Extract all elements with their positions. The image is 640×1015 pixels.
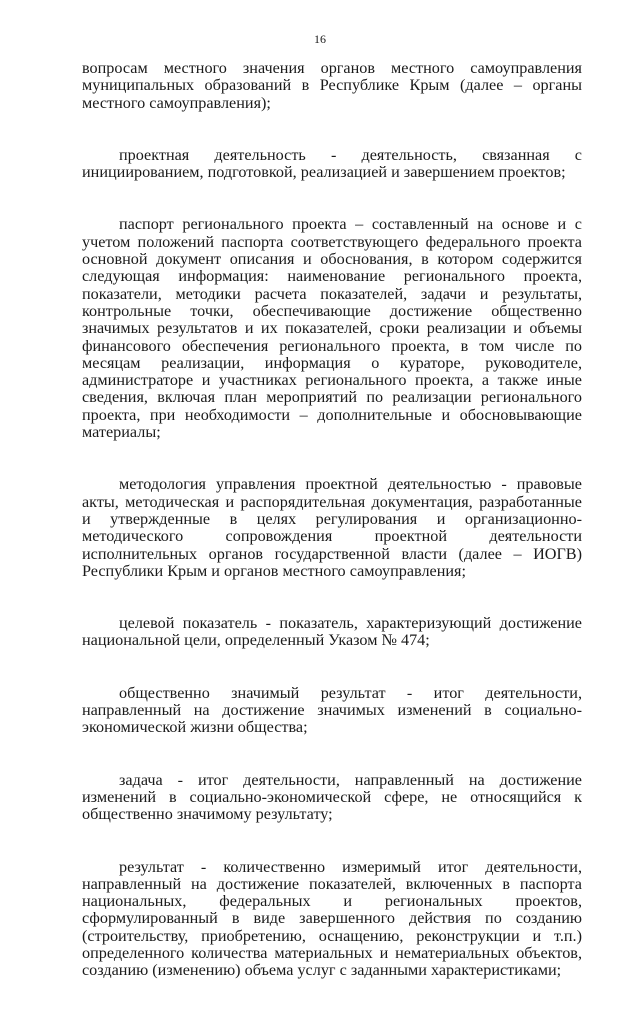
- paragraph-project-activity: проектная деятельность - деятельность, связанная с инициированием, подготовкой, реализацией и завершением проектов;: [82, 145, 582, 182]
- paragraph-methodology: методология управления проектной деятельностью - правовые акты, методическая и распорядительная документация, разработанные и утвержденные в целях регулирования и организационно-методического сопровождения проектной деятельности исполнительных органов государственной власти (далее – ИОГВ) Республики Крым и органов местного самоуправления;: [82, 475, 582, 580]
- page-number: 16: [314, 32, 326, 46]
- paragraph-result: результат - количественно измеримый итог деятельности, направленный на достижение показателей, включенных в паспорта национальных, федеральных и региональных проектов, сформулированный в виде завершенного действия по созданию (строительству, приобретению, оснащению, реконструкции и т.п.) определенного количества материальных и нематериальных объектов, созданию (изменению) объема услуг с заданными характеристиками;: [82, 857, 582, 980]
- paragraph-regional-project-passport: паспорт регионального проекта – составленный на основе и с учетом положений паспорта соответствующего федерального проекта основной документ описания и обоснования, в котором содержится следующая информация: наименование регионального проекта, показатели, методики расчета показателей, задачи и результаты, контрольные точки, обеспечивающие достижение общественно значимых результатов и их показателей, сроки реализации и объемы финансового обеспечения регионального проекта, в том числе по месяцам реализации, информация о кураторе, руководителе, администраторе и участниках регионального проекта, а также иные сведения, включая план мероприятий по реализации регионального проекта, при необходимости – дополнительные и обосновывающие материалы;: [82, 215, 582, 442]
- document-body: [82, 60, 582, 1015]
- paragraph-task: задача - итог деятельности, направленный на достижение изменений в социально-экономической сфере, не относящийся к общественно значимому результату;: [82, 770, 582, 824]
- paragraph-target-indicator: целевой показатель - показатель, характеризующий достижение национальной цели, определенный Указом № 474;: [82, 614, 582, 650]
- paragraph-socially-significant-result: общественно значимый результат - итог деятельности, направленный на достижение значимых изменений в социально-экономической жизни общества;: [82, 683, 582, 737]
- paragraph-continuation: вопросам местного значения органов местного самоуправления муниципальных образований в Республике Крым (далее – органы местного самоуправления);: [82, 59, 582, 112]
